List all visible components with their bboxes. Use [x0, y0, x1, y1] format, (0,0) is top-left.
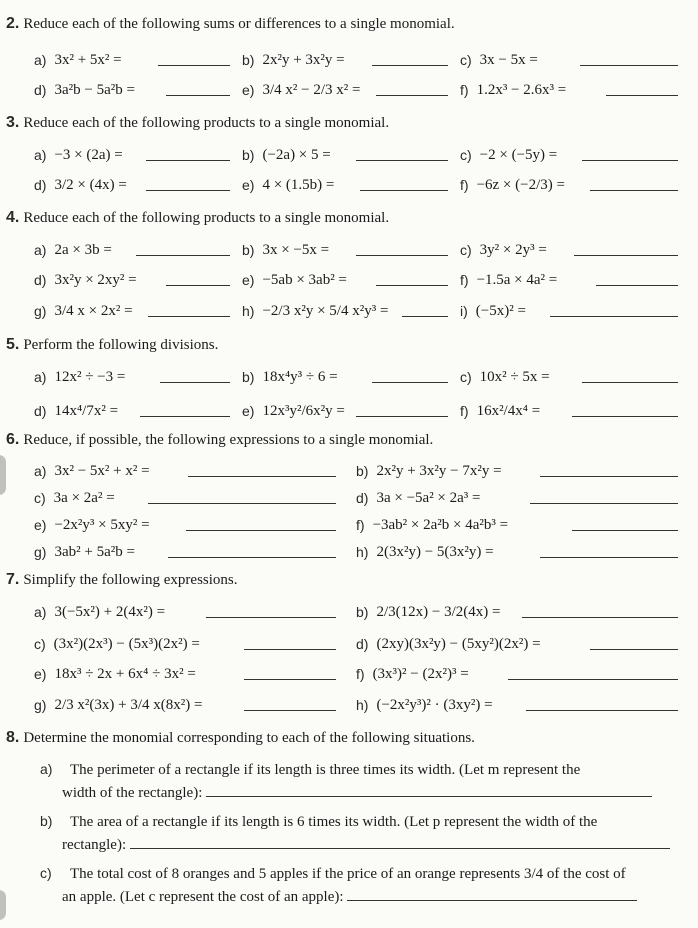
- problem-text-continued: rectangle):: [62, 837, 127, 853]
- item-expression: 14x⁴/7x² =: [54, 402, 119, 419]
- q3-row-1: [0, 140, 698, 170]
- question-3-heading: [6, 114, 389, 132]
- answer-blank[interactable]: [530, 503, 678, 504]
- item-expression: 16x²/4x⁴ =: [476, 402, 541, 419]
- answer-blank[interactable]: [590, 190, 678, 191]
- exercise-item: [460, 45, 538, 75]
- exercise-item: [242, 140, 331, 170]
- question-instruction: Reduce each of the following products to a single monomial.: [23, 115, 390, 131]
- item-label: d): [34, 403, 47, 419]
- problem-text: The total cost of 8 oranges and 5 apples if the price of an orange represents 3/4 of the cost of: [70, 866, 626, 882]
- answer-blank[interactable]: [590, 649, 678, 650]
- problem-text: The perimeter of a rectangle if its length is three times its width. (Let m represent the: [70, 762, 581, 778]
- item-expression: −2x²y³ × 5xy² =: [54, 516, 150, 533]
- item-expression: 2/3 x²(3x) + 3/4 x(8x²) =: [54, 696, 203, 713]
- item-expression: 12x³y²/6x²y =: [262, 402, 345, 419]
- item-expression: −5ab × 3ab² =: [262, 271, 347, 288]
- answer-blank[interactable]: [540, 557, 678, 558]
- item-expression: 2a × 3b =: [54, 241, 112, 258]
- question-number: 2.: [6, 15, 20, 32]
- item-expression: 3x²y × 2xy² =: [54, 271, 137, 288]
- q7-row-1: [0, 597, 698, 627]
- exercise-item: [34, 456, 150, 486]
- item-label: d): [34, 177, 47, 193]
- answer-blank[interactable]: [148, 503, 336, 504]
- question-instruction: Reduce each of the following products to a single monomial.: [23, 210, 390, 226]
- q6-row-1: [0, 456, 698, 486]
- item-label: c): [460, 242, 472, 258]
- answer-blank[interactable]: [360, 190, 448, 191]
- item-expression: 3x − 5x =: [479, 51, 538, 68]
- answer-blank[interactable]: [356, 416, 448, 417]
- item-expression: 3ab² + 5a²b =: [54, 543, 135, 560]
- problem-text-continued: width of the rectangle):: [62, 785, 203, 801]
- exercise-item: [356, 629, 541, 659]
- exercise-item: [34, 265, 137, 295]
- answer-blank[interactable]: [146, 190, 230, 191]
- q3-row-2: [0, 170, 698, 200]
- exercise-item: [460, 396, 540, 426]
- binding-edge-mark: [0, 890, 6, 920]
- item-label: i): [460, 303, 468, 319]
- question-instruction: Reduce, if possible, the following expressions to a single monomial.: [23, 432, 434, 448]
- item-label: a): [34, 463, 47, 479]
- exercise-item: [34, 483, 115, 513]
- q7-row-2: [0, 629, 698, 659]
- answer-blank[interactable]: [606, 95, 678, 96]
- question-number: 5.: [6, 336, 20, 353]
- answer-blank[interactable]: [356, 255, 448, 256]
- item-label: a): [34, 242, 47, 258]
- answer-blank[interactable]: [140, 416, 230, 417]
- item-expression: 3a × 2a² =: [53, 489, 115, 506]
- exercise-item: [34, 659, 196, 689]
- item-expression: 3x² − 5x² + x² =: [54, 462, 150, 479]
- question-number: 8.: [6, 729, 20, 746]
- exercise-item: [460, 75, 566, 105]
- item-expression: (3x³)² − (2x²)³ =: [372, 665, 469, 682]
- item-expression: 3a × −5a² × 2a³ =: [376, 489, 481, 506]
- q4-row-1: [0, 235, 698, 265]
- item-label: f): [460, 272, 469, 288]
- q6-row-3: [0, 510, 698, 540]
- exercise-item: [356, 659, 469, 689]
- exercise-item: [34, 396, 118, 426]
- exercise-item: [356, 537, 494, 567]
- answer-blank[interactable]: [572, 530, 678, 531]
- item-expression: 3a²b − 5a²b =: [54, 81, 135, 98]
- item-label: f): [356, 517, 365, 533]
- exercise-item: [34, 45, 122, 75]
- item-label: e): [34, 517, 47, 533]
- answer-blank[interactable]: [146, 160, 230, 161]
- item-label: e): [242, 272, 255, 288]
- exercise-item: [34, 75, 135, 105]
- answer-blank[interactable]: [572, 416, 678, 417]
- answer-blank[interactable]: [550, 316, 678, 317]
- question-2-heading: [6, 15, 455, 33]
- exercise-item: [460, 362, 550, 392]
- exercise-item: [34, 629, 200, 659]
- answer-blank[interactable]: [376, 285, 448, 286]
- answer-blank[interactable]: [526, 710, 678, 711]
- item-expression: 3x × −5x =: [262, 241, 330, 258]
- item-label: a): [40, 761, 53, 777]
- item-expression: −1.5a × 4a² =: [476, 271, 558, 288]
- exercise-item: [460, 235, 547, 265]
- question-number: 3.: [6, 114, 20, 131]
- item-label: f): [460, 82, 469, 98]
- item-expression: 12x² ÷ −3 =: [54, 368, 126, 385]
- exercise-item: [460, 170, 565, 200]
- q2-row-1: [0, 45, 698, 75]
- answer-blank[interactable]: [582, 382, 678, 383]
- q4-row-3: [0, 296, 698, 326]
- item-expression: 2/3(12x) − 3/2(4x) =: [376, 603, 501, 620]
- item-label: d): [34, 272, 47, 288]
- item-label: g): [34, 544, 47, 560]
- exercise-item: [242, 296, 388, 326]
- answer-blank[interactable]: [372, 65, 448, 66]
- answer-blank[interactable]: [372, 382, 448, 383]
- item-expression: 3x² + 5x² =: [54, 51, 122, 68]
- item-label: f): [460, 177, 469, 193]
- item-expression: 2x²y + 3x²y =: [262, 51, 345, 68]
- answer-blank[interactable]: [130, 834, 670, 849]
- q6-row-2: [0, 483, 698, 513]
- q5-row-2: [0, 396, 698, 426]
- item-label: d): [356, 490, 369, 506]
- exercise-item: [34, 235, 112, 265]
- answer-blank[interactable]: [206, 617, 336, 618]
- item-label: e): [242, 82, 255, 98]
- q2-row-2: [0, 75, 698, 105]
- item-label: b): [242, 52, 255, 68]
- exercise-item: [356, 690, 493, 720]
- item-label: c): [460, 147, 472, 163]
- question-number: 6.: [6, 431, 20, 448]
- item-label: c): [40, 865, 52, 881]
- item-label: g): [34, 697, 47, 713]
- question-instruction: Determine the monomial corresponding to each of the following situations.: [23, 730, 475, 746]
- exercise-item: [242, 45, 345, 75]
- item-expression: 2(3x²y) − 5(3x²y) =: [376, 543, 494, 560]
- item-label: a): [34, 147, 47, 163]
- item-expression: −3ab² × 2a²b × 4a²b³ =: [372, 516, 509, 533]
- item-expression: 3/2 × (4x) =: [54, 176, 127, 193]
- answer-blank[interactable]: [244, 679, 336, 680]
- item-expression: 10x² ÷ 5x =: [479, 368, 550, 385]
- item-label: b): [242, 147, 255, 163]
- answer-blank[interactable]: [508, 679, 678, 680]
- item-expression: 3/4 x × 2x² =: [54, 302, 133, 319]
- q4-row-2: [0, 265, 698, 295]
- item-label: b): [40, 813, 53, 829]
- answer-blank[interactable]: [188, 476, 336, 477]
- item-expression: 4 × (1.5b) =: [262, 176, 335, 193]
- exercise-item: [242, 75, 360, 105]
- exercise-item: [34, 296, 133, 326]
- exercise-item: [460, 140, 557, 170]
- answer-blank[interactable]: [582, 160, 678, 161]
- question-instruction: Simplify the following expressions.: [23, 572, 238, 588]
- answer-blank[interactable]: [376, 95, 448, 96]
- exercise-item: [356, 483, 481, 513]
- answer-blank[interactable]: [522, 617, 678, 618]
- item-label: b): [356, 604, 369, 620]
- answer-blank[interactable]: [160, 382, 230, 383]
- exercise-item: [34, 690, 202, 720]
- item-expression: (−5x)² =: [475, 302, 526, 319]
- exercise-item: [356, 597, 500, 627]
- q7-row-3: [0, 659, 698, 689]
- item-label: b): [242, 242, 255, 258]
- exercise-item: [34, 510, 150, 540]
- answer-blank[interactable]: [244, 710, 336, 711]
- item-expression: 3/4 x² − 2/3 x² =: [262, 81, 361, 98]
- answer-blank[interactable]: [356, 160, 448, 161]
- exercise-item: [34, 597, 165, 627]
- word-problem-item: [40, 810, 670, 857]
- answer-blank[interactable]: [596, 285, 678, 286]
- exercise-item: [460, 265, 557, 295]
- item-label: a): [34, 52, 47, 68]
- exercise-item: [460, 296, 526, 326]
- item-label: e): [34, 666, 47, 682]
- answer-blank[interactable]: [168, 557, 336, 558]
- item-label: c): [460, 52, 472, 68]
- question-7-heading: [6, 571, 238, 589]
- item-expression: (3x²)(2x³) − (5x³)(2x²) =: [53, 635, 200, 652]
- answer-blank[interactable]: [347, 886, 637, 901]
- question-6-heading: [6, 431, 433, 449]
- item-expression: 18x³ ÷ 2x + 6x⁴ ÷ 3x² =: [54, 665, 196, 682]
- exercise-item: [242, 170, 334, 200]
- answer-blank[interactable]: [244, 649, 336, 650]
- answer-blank[interactable]: [158, 65, 230, 66]
- item-expression: 2x²y + 3x²y − 7x²y =: [376, 462, 502, 479]
- item-expression: (−2x²y³)² · (3xy²) =: [376, 696, 493, 713]
- answer-blank[interactable]: [580, 65, 678, 66]
- item-label: f): [356, 666, 365, 682]
- answer-blank[interactable]: [166, 95, 230, 96]
- question-5-heading: [6, 336, 218, 354]
- exercise-item: [242, 235, 329, 265]
- exercise-item: [34, 362, 125, 392]
- item-expression: −2/3 x²y × 5/4 x²y³ =: [262, 302, 389, 319]
- q6-row-4: [0, 537, 698, 567]
- item-expression: 3y² × 2y³ =: [479, 241, 547, 258]
- exercise-item: [356, 510, 508, 540]
- item-expression: −2 × (−5y) =: [479, 146, 558, 163]
- item-label: h): [242, 303, 255, 319]
- question-4-heading: [6, 209, 389, 227]
- item-label: f): [460, 403, 469, 419]
- problem-text-continued: an apple. (Let c represent the cost of an apple):: [62, 889, 344, 905]
- item-label: c): [460, 369, 472, 385]
- question-number: 4.: [6, 209, 20, 226]
- answer-blank[interactable]: [402, 316, 448, 317]
- answer-blank[interactable]: [186, 530, 336, 531]
- question-instruction: Reduce each of the following sums or differences to a single monomial.: [23, 16, 455, 32]
- question-number: 7.: [6, 571, 20, 588]
- item-label: b): [356, 463, 369, 479]
- q5-row-1: [0, 362, 698, 392]
- item-label: b): [242, 369, 255, 385]
- item-expression: (2xy)(3x²y) − (5xy²)(2x²) =: [376, 635, 541, 652]
- item-label: a): [34, 369, 47, 385]
- question-8-heading: [6, 729, 475, 747]
- answer-blank[interactable]: [540, 476, 678, 477]
- answer-blank[interactable]: [166, 285, 230, 286]
- item-label: d): [356, 636, 369, 652]
- q7-row-4: [0, 690, 698, 720]
- item-expression: 1.2x³ − 2.6x³ =: [476, 81, 567, 98]
- exercise-item: [356, 456, 502, 486]
- binding-edge-mark: [0, 455, 6, 495]
- item-expression: 18x⁴y³ ÷ 6 =: [262, 368, 338, 385]
- item-expression: (−2a) × 5 =: [262, 146, 331, 163]
- exercise-item: [34, 537, 135, 567]
- item-expression: −3 × (2a) =: [54, 146, 123, 163]
- item-label: c): [34, 490, 46, 506]
- problem-text: The area of a rectangle if its length is 6 times its width. (Let p represent the width of the: [70, 814, 598, 830]
- answer-blank[interactable]: [206, 782, 652, 797]
- exercise-item: [34, 170, 127, 200]
- item-label: c): [34, 636, 46, 652]
- item-label: h): [356, 697, 369, 713]
- item-label: e): [242, 403, 255, 419]
- word-problem-item: [40, 862, 637, 909]
- word-problem-item: [40, 758, 652, 805]
- item-label: a): [34, 604, 47, 620]
- item-expression: 3(−5x²) + 2(4x²) =: [54, 603, 166, 620]
- exercise-item: [242, 396, 345, 426]
- item-label: d): [34, 82, 47, 98]
- answer-blank[interactable]: [136, 255, 230, 256]
- item-label: e): [242, 177, 255, 193]
- exercise-item: [242, 362, 338, 392]
- item-label: g): [34, 303, 47, 319]
- answer-blank[interactable]: [574, 255, 678, 256]
- question-instruction: Perform the following divisions.: [23, 337, 219, 353]
- exercise-item: [34, 140, 123, 170]
- answer-blank[interactable]: [148, 316, 230, 317]
- item-expression: −6z × (−2/3) =: [476, 176, 565, 193]
- exercise-item: [242, 265, 347, 295]
- item-label: h): [356, 544, 369, 560]
